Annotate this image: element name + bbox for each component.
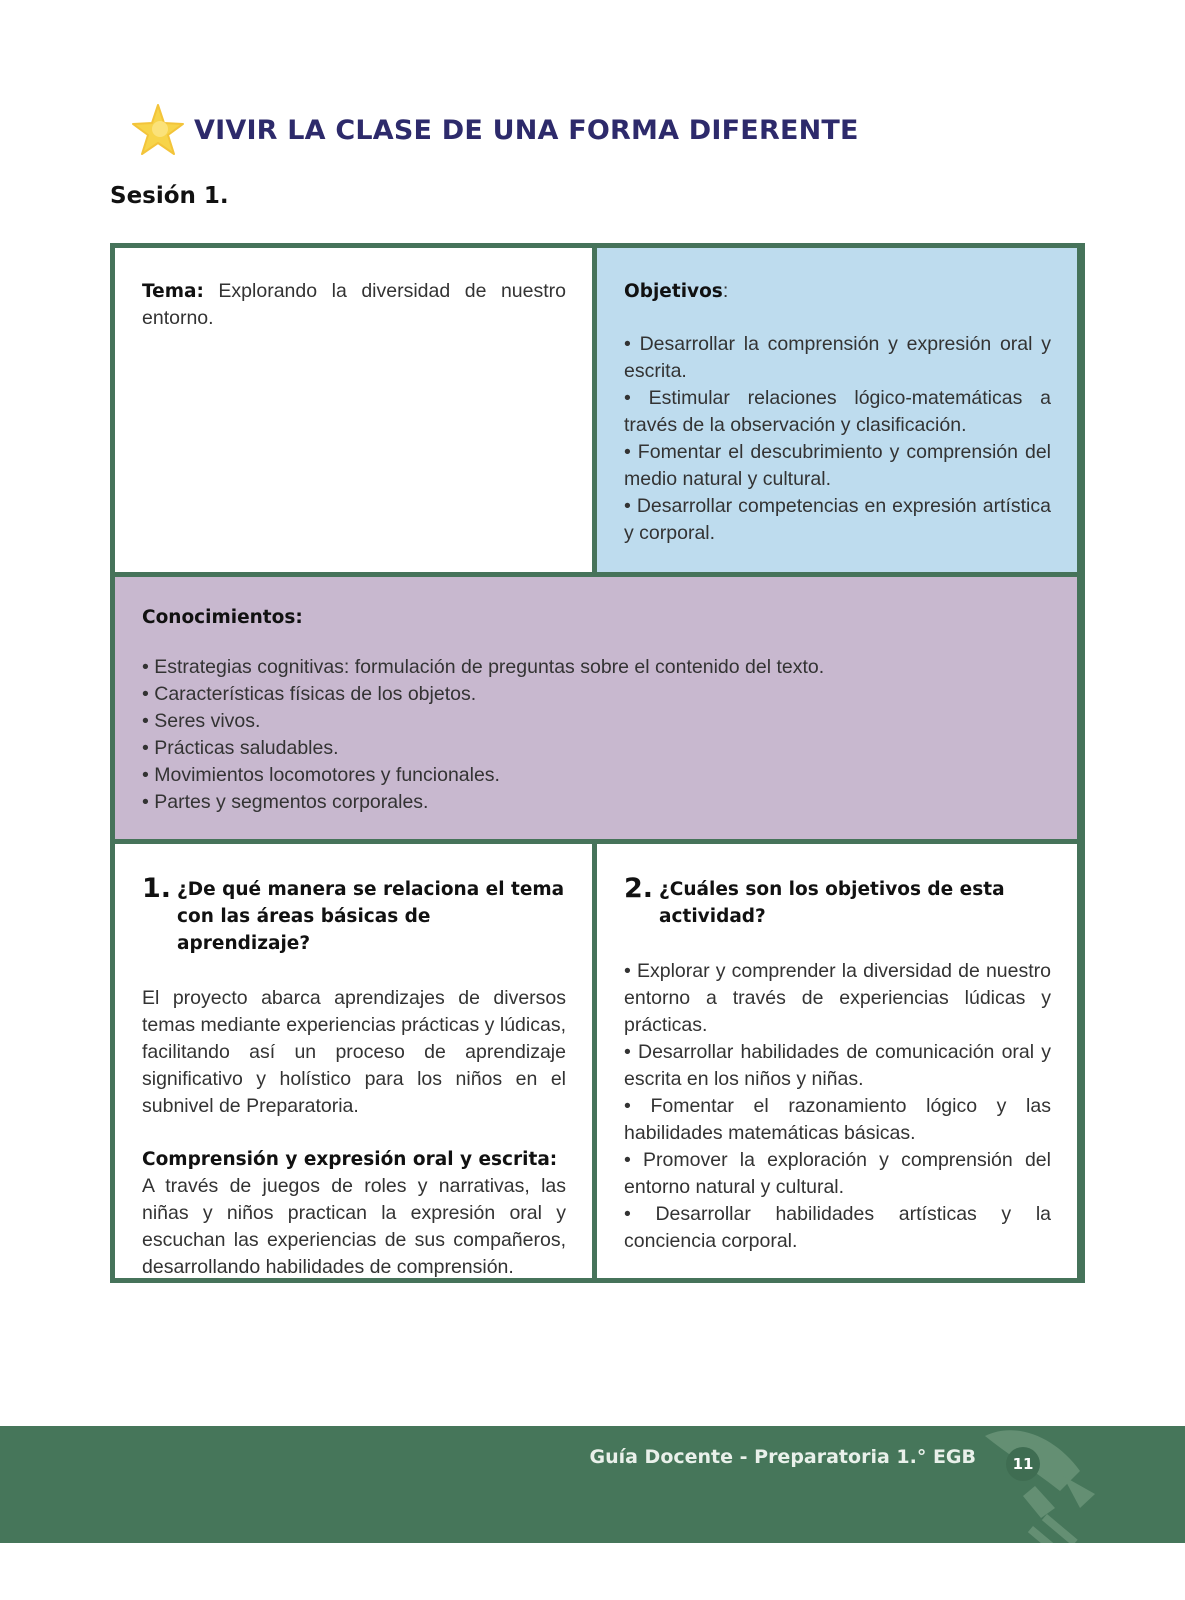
objetivo-item: • Desarrollar la comprensión y expresión oral y escrita. — [624, 333, 1051, 382]
conocimiento-item: • Movimientos locomotores y funcionales. — [142, 764, 500, 786]
question1-subtext: A través de juegos de roles y narrativas, las niñas y niños practican la expresión oral y escuchan las experiencias de sus compañeros, desarrollando habilidades de comprensión. — [142, 1175, 566, 1278]
question1-paragraph: El proyecto abarca aprendizajes de diversos temas mediante experiencias prácticas y lúdicas, facilitando así un proceso de aprendizaje significativo y holístico para los niños en el subnivel de Preparatoria. — [142, 987, 566, 1117]
page-header — [130, 100, 859, 160]
page-number: 11 — [1006, 1447, 1040, 1481]
question1-number: 1. — [142, 873, 172, 904]
question1-title: ¿De qué manera se relaciona el tema con las áreas básicas de aprendizaje? — [177, 879, 565, 954]
objetivo-item: • Fomentar el descubrimiento y comprensión del medio natural y cultural. — [624, 441, 1051, 490]
conocimiento-item: • Prácticas saludables. — [142, 737, 339, 759]
conocimientos-label: Conocimientos: — [142, 607, 303, 628]
objetivos-label-suffix: : — [722, 280, 729, 302]
question1-cell — [115, 844, 592, 1278]
question2-item: • Explorar y comprender la diversidad de nuestro entorno a través de experiencias lúdicas y prácticas. — [624, 960, 1051, 1036]
question2-cell — [597, 844, 1077, 1278]
objetivos-cell — [597, 248, 1077, 572]
page-footer — [0, 1426, 1185, 1543]
question2-number: 2. — [624, 873, 654, 904]
objetivos-label: Objetivos — [624, 281, 723, 302]
conocimiento-item: • Seres vivos. — [142, 710, 261, 732]
objetivo-item: • Desarrollar competencias en expresión artística y corporal. — [624, 495, 1051, 544]
page-title: VIVIR LA CLASE DE UNA FORMA DIFERENTE — [194, 114, 859, 146]
session-title: Sesión 1. — [110, 183, 229, 209]
question2-item: • Fomentar el razonamiento lógico y las habilidades matemáticas básicas. — [624, 1095, 1051, 1144]
question2-item: • Promover la exploración y comprensión del entorno natural y cultural. — [624, 1149, 1051, 1198]
star-icon — [130, 102, 186, 158]
tema-text: Explorando la diversidad de nuestro entorno. — [142, 280, 566, 329]
question2-item: • Desarrollar habilidades de comunicación oral y escrita en los niños y niñas. — [624, 1041, 1051, 1090]
question2-title: ¿Cuáles son los objetivos de esta actividad? — [659, 879, 1005, 927]
objetivo-item: • Estimular relaciones lógico-matemáticas a través de la observación y clasificación. — [624, 387, 1051, 436]
lesson-table — [110, 243, 1085, 1283]
question2-item: • Desarrollar habilidades artísticas y la conciencia corporal. — [624, 1203, 1051, 1252]
tema-cell — [115, 248, 592, 572]
rocket-icon — [975, 1426, 1125, 1543]
conocimiento-item: • Características físicas de los objetos. — [142, 683, 477, 705]
question1-subheading: Comprensión y expresión oral y escrita: — [142, 1149, 558, 1170]
conocimientos-cell — [115, 577, 1077, 839]
tema-label: Tema: — [142, 281, 204, 302]
conocimiento-item: • Estrategias cognitivas: formulación de preguntas sobre el contenido del texto. — [142, 656, 825, 678]
conocimiento-item: • Partes y segmentos corporales. — [142, 791, 429, 813]
footer-text: Guía Docente - Preparatoria 1.° EGB — [589, 1446, 976, 1468]
